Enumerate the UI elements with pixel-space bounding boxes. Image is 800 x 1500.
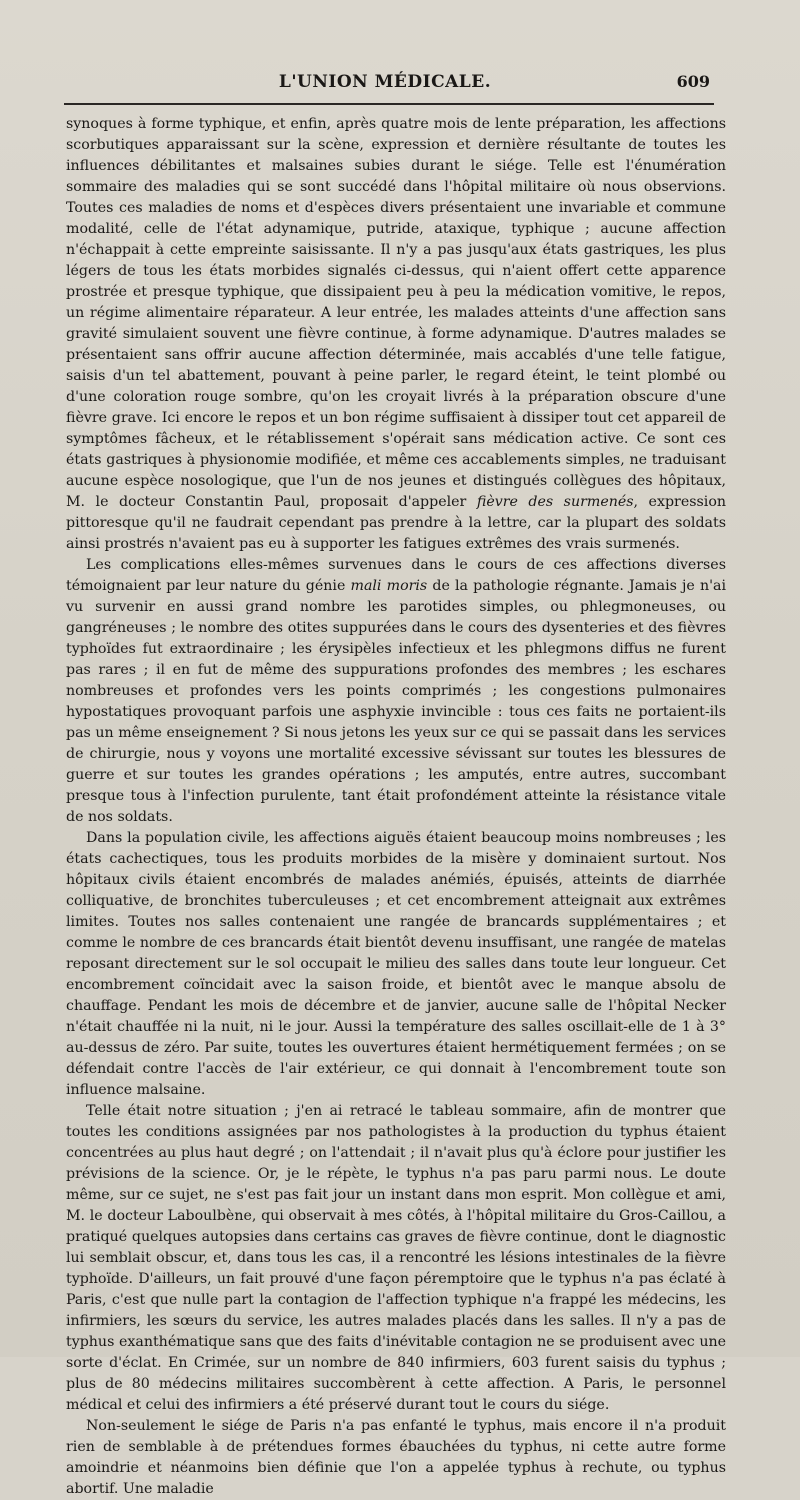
article-body: [66, 114, 726, 1500]
italic-term: fièvre des surmenés: [476, 494, 634, 510]
paragraph-text: Non-seulement le siége de Paris n'a pas enfanté le typhus, mais encore il n'a produit rien de semblable à de prétendues formes ébauchées du typhus, ni cette autre forme amoindrie et néanmoins bien définie que l'on a appelée typhus à rechute, ou typhus abortif. Une maladie: [66, 1418, 726, 1497]
paragraph-text: Dans la population civile, les affections aiguës étaient beaucoup moins nombreuses ; les états cachectiques, tous les produits morbides de la misère y dominaient surtout. Nos hôpitaux civils étaient encombrés de malades anémiés, épuisés, atteints de diarrhée colliquative, de bronchites tuberculeuses ; et cet encombrement atteignait aux extrêmes limites. Toutes nos salles contenaient une rangée de brancards supplémentaires ; et comme le nombre de ces brancards était bientôt devenu insuffisant, une rangée de matelas reposant directement sur le sol occupait le milieu des salles dans toute leur longueur. Cet encombrement coïncidait avec la saison froide, et bientôt avec le manque absolu de chauffage. Pendant les mois de décembre et de janvier, aucune salle de l'hôpital Necker n'était chauffée ni la nuit, ni le jour. Aussi la température des salles oscillait-elle de 1 à 3° au-dessus de zéro. Par suite, toutes les ouvertures étaient hermétiquement fermées ; on se défendait contre l'accès de l'air extérieur, ce qui donnait à l'encombrement toute son influence malsaine.: [66, 830, 726, 1098]
paragraph-4: [66, 1101, 726, 1416]
page-number: 609: [676, 72, 710, 91]
paragraph-1: [66, 114, 726, 555]
page-header: [60, 70, 710, 96]
paragraph-5: [66, 1416, 726, 1500]
paragraph-text: synoques à forme typhique, et enfin, après quatre mois de lente préparation, les affections scorbutiques apparaissant sur la scène, expression et dernière résultante de toutes les influences débilitantes et malsaines subies durant le siége. Telle est l'énumération sommaire des maladies qui se sont succédé dans l'hôpital militaire où nous observions. Toutes ces maladies de noms et d'espèces divers présentaient une invariable et commune modalité, celle de l'état adynamique, putride, ataxique, typhique ; aucune affection n'échappait à cette empreinte saisissante. Il n'y a pas jusqu'aux états gastriques, les plus légers de tous les états morbides signalés ci-dessus, qui n'aient offert cette apparence prostrée et presque typhique, que dissipaient peu à peu la médication vomitive, le repos, un régime alimentaire réparateur. A leur entrée, les malades atteints d'une affection sans gravité simulaient souvent une fièvre continue, à forme adynamique. D'autres malades se présentaient sans offrir aucune affection déterminée, mais accablés d'une telle fatigue, saisis d'un tel abattement, pouvant à peine parler, le regard éteint, le teint plombé ou d'une coloration rouge sombre, qu'on les croyait livrés à la préparation obscure d'une fièvre grave. Ici encore le repos et un bon régime suffisaient à dissiper tout cet appareil de symptômes fâcheux, et le rétablissement s'opérait sans médication active. Ce sont ces états gastriques à physionomie modifiée, et même ces accablements simples, ne traduisant aucune espèce nosologique, que l'un de nos jeunes et distingués collègues des hôpitaux, M. le docteur Constantin Paul, proposait d'appeler: [66, 116, 726, 510]
italic-term: mali moris: [350, 578, 428, 594]
running-title: L'UNION MÉDICALE.: [278, 72, 492, 92]
paragraph-text: Telle était notre situation ; j'en ai retracé le tableau sommaire, afin de montrer que toutes les conditions assignées par nos pathologistes à la production du typhus étaient concentrées au plus haut degré ; on l'attendait ; il n'avait plus qu'à éclore pour justifier les prévisions de la science. Or, je le répète, le typhus n'a pas paru parmi nous. Le doute même, sur ce sujet, ne s'est pas fait jour un instant dans mon esprit. Mon collègue et ami, M. le docteur Laboulbène, qui observait à mes côtés, à l'hôpital militaire du Gros-Caillou, a pratiqué quelques autopsies dans certains cas graves de fièvre continue, dont le diagnostic lui semblait obscur, et, dans tous les cas, il a rencontré les lésions intestinales de la fièvre typhoïde. D'ailleurs, un fait prouvé d'une façon péremptoire que le typhus n'a pas éclaté à Paris, c'est que nulle part la contagion de l'affection typhique n'a frappé les médecins, les infirmiers, les sœurs du service, les autres malades placés dans les salles. Il n'y a pas de typhus exanthématique sans que des faits d'inévitable contagion ne se produisent avec une sorte d'éclat. En Crimée, sur un nombre de 840 infirmiers, 603 furent saisis du typhus ; plus de 80 médecins militaires succombèrent à cette affection. A Paris, le personnel médical et celui des infirmiers a été préservé durant tout le cours du siége.: [66, 1103, 726, 1413]
paragraph-text: de la pathologie régnante. Jamais je n'ai vu survenir en aussi grand nombre les parotides simples, ou phlegmoneuses, ou gangréneuses ; le nombre des otites suppurées dans le cours des dysenteries et des fièvres typhoïdes fut extraordinaire ; les érysipèles infectieux et les phlegmons diffus ne furent pas rares ; il en fut de même des suppurations profondes des membres ; les eschares nombreuses et profondes vers les points comprimés ; les congestions pulmonaires hypostatiques provoquant parfois une asphyxie invincible : tous ces faits ne portaient-ils pas un même enseignement ? Si nous jetons les yeux sur ce qui se passait dans les services de chirurgie, nous y voyons une mortalité excessive sévissant sur toutes les blessures de guerre et sur toutes les grandes opérations ; les amputés, entre autres, succombant presque tous à l'infection purulente, tant était profondément atteinte la résistance vitale de nos soldats.: [66, 578, 726, 825]
paragraph-text: , expression pittoresque qu'il ne faudrait cependant pas prendre à la lettre, car la plupart des soldats ainsi prostrés n'avaient pas eu à supporter les fatigues extrêmes des vrais surmenés.: [66, 494, 726, 552]
header-rule: [64, 103, 714, 105]
paragraph-text: Les complications elles-mêmes survenues dans le cours de ces affections diverses témoignaient par leur nature du génie: [66, 557, 726, 594]
paragraph-2: [66, 555, 726, 828]
paragraph-3: [66, 828, 726, 1101]
